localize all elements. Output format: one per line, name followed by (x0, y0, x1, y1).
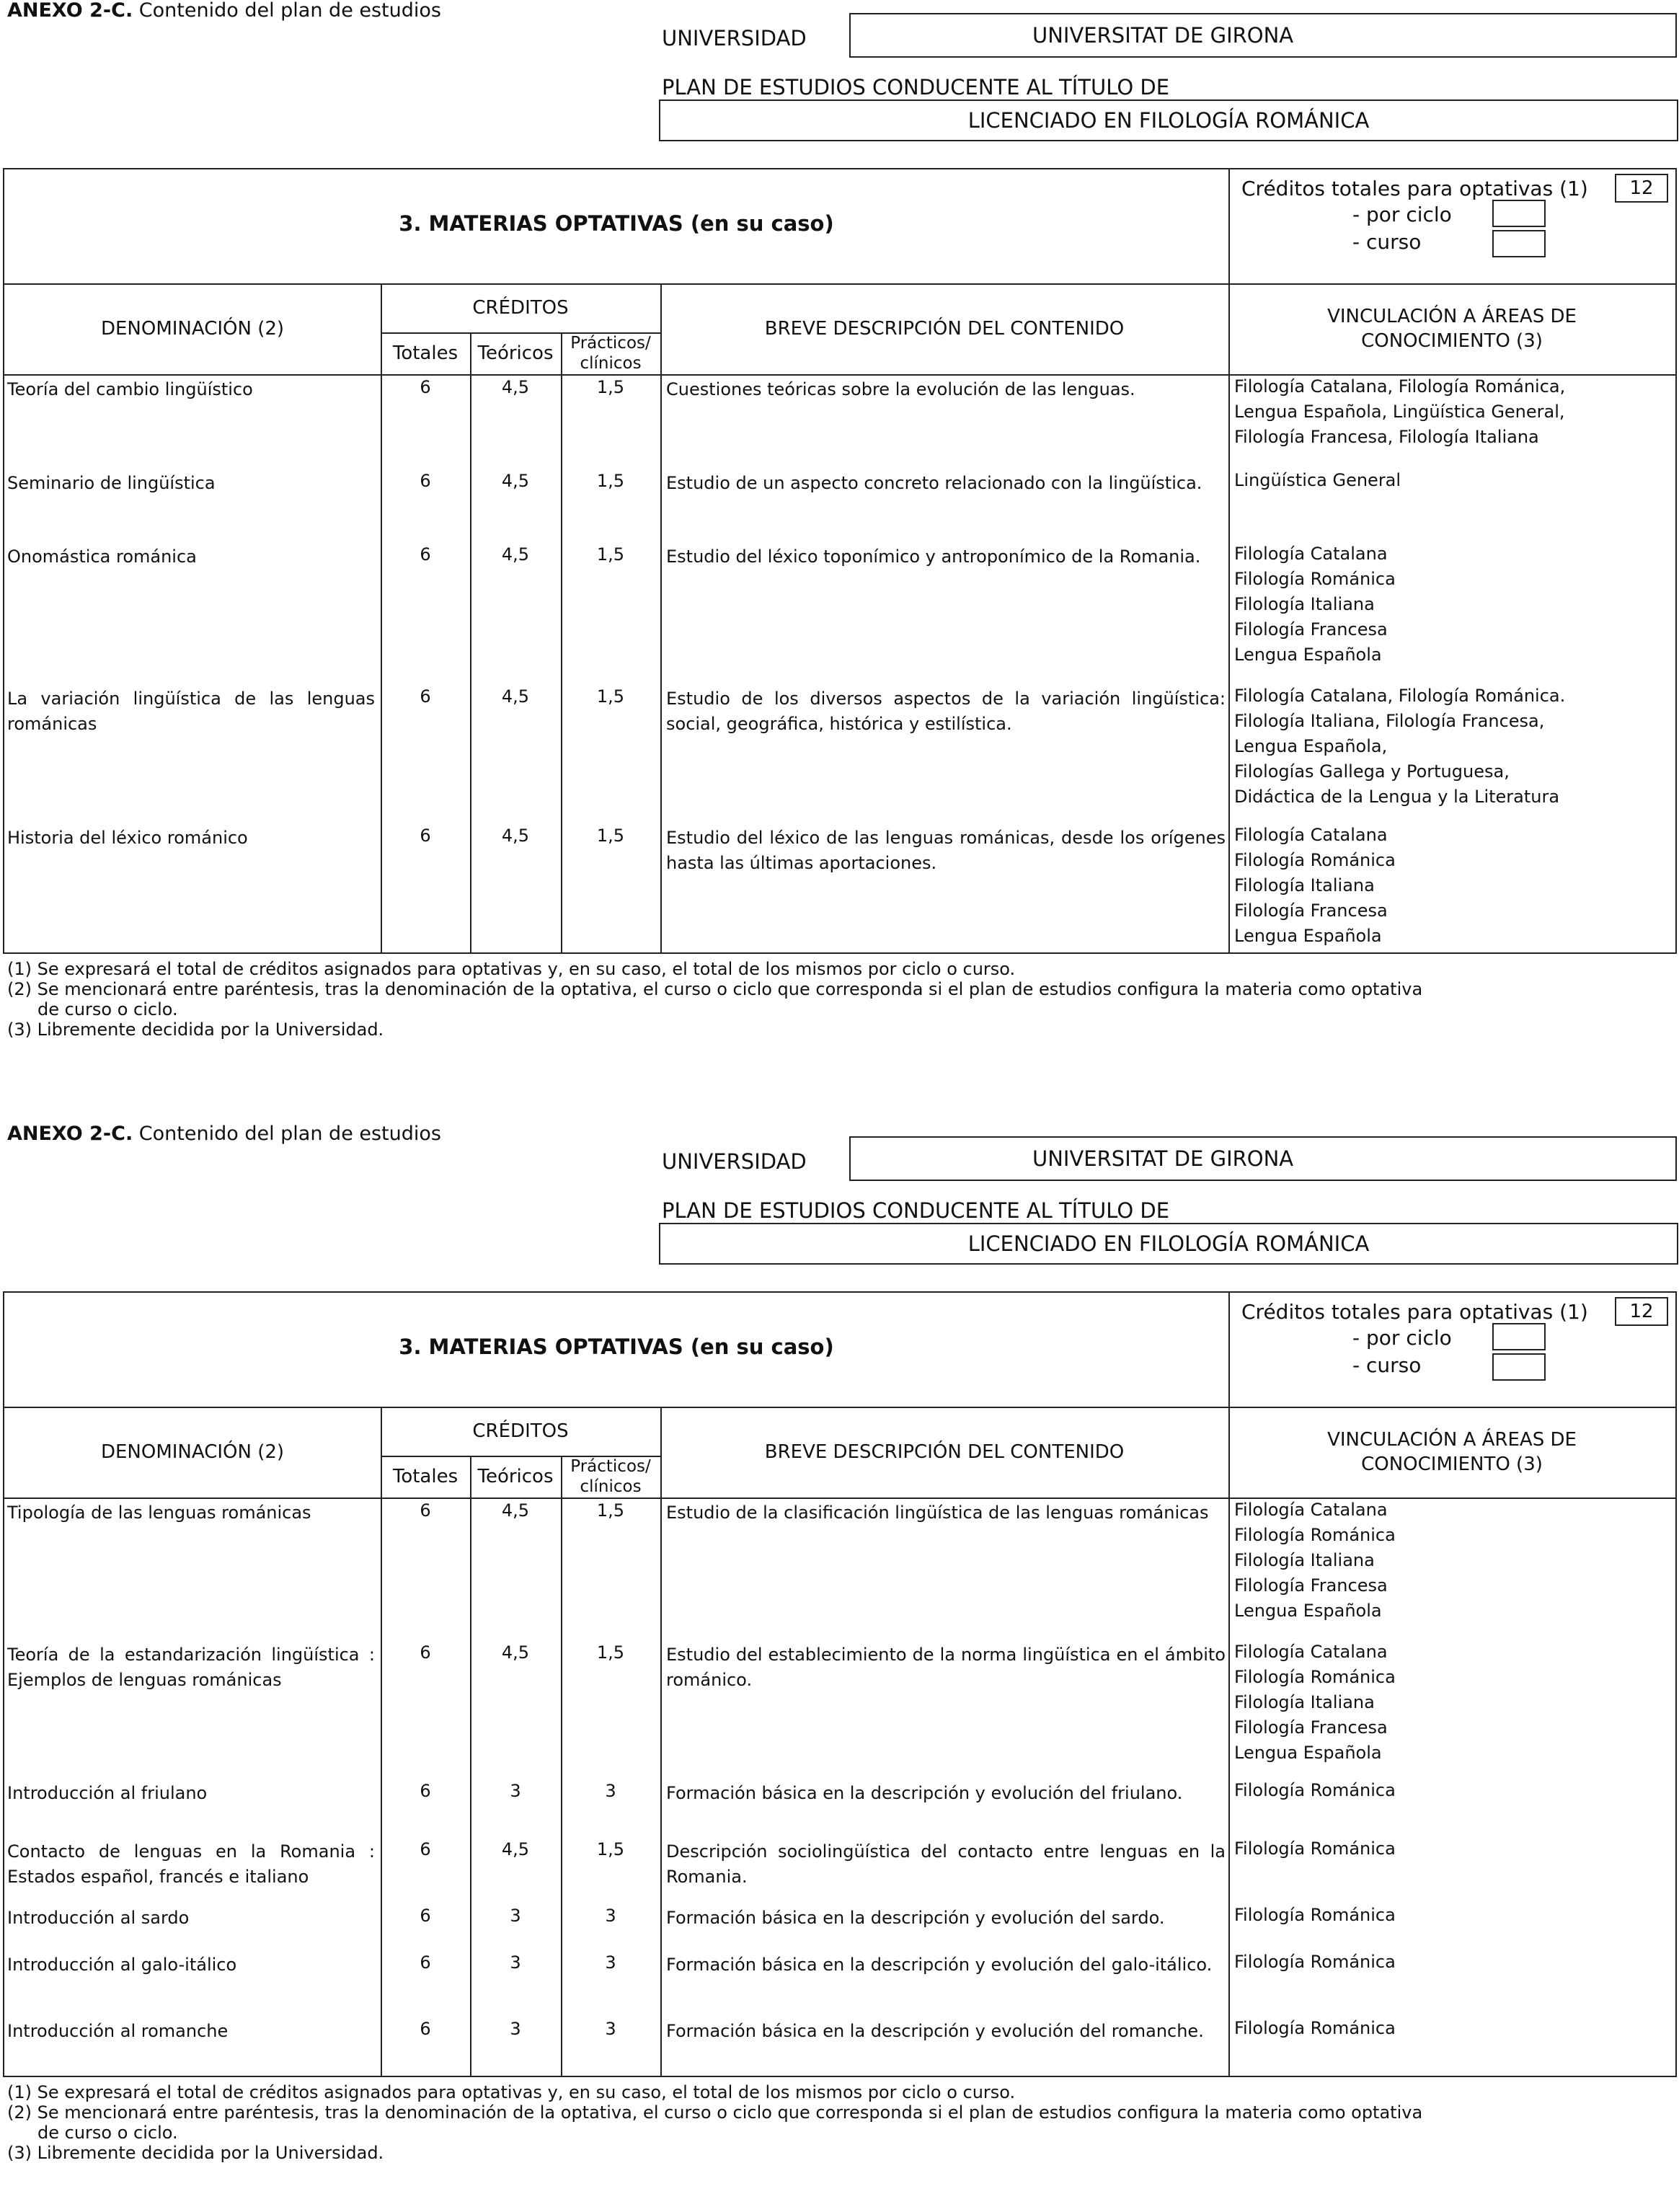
teoricos-value: 3 (510, 2019, 521, 2039)
area-item: Filología Románica (1234, 1905, 1396, 1925)
annex-subtitle: Contenido del plan de estudios (133, 1123, 441, 1145)
materia-name: Teoría del cambio lingüístico (7, 379, 253, 399)
totales-value: 6 (420, 1906, 431, 1926)
practicos-value: 1,5 (596, 471, 625, 491)
teoricos-value: 3 (510, 1952, 521, 1973)
column-divider (561, 332, 562, 952)
area-item: Filología Románica (1234, 850, 1396, 870)
practicos-value: 3 (605, 1906, 616, 1926)
area-item: Filología Catalana (1234, 1500, 1388, 1520)
teoricos-header: Teóricos (477, 342, 554, 364)
footnote: de curso o ciclo. (37, 999, 178, 1019)
teoricos-value: 4,5 (501, 377, 530, 397)
area-item: Didáctica de la Lengua y la Literatura (1234, 787, 1560, 807)
creditos-header: CRÉDITOS (472, 297, 569, 319)
optativas-table (3, 168, 1677, 954)
area-item: Filología Románica (1234, 2018, 1396, 2038)
column-divider (660, 283, 662, 952)
totales-header: Totales (392, 342, 458, 364)
footnote: (2) Se mencionará entre paréntesis, tras la denominación de la optativa, el curso o ciclo que corresponda si el plan de estudios configura la materia como optativa (7, 979, 1423, 999)
teoricos-value: 3 (510, 1781, 521, 1801)
teoricos-value: 4,5 (501, 471, 530, 491)
annex-subtitle: Contenido del plan de estudios (133, 0, 441, 22)
column-divider (470, 1456, 471, 2076)
areas-list (1234, 1950, 1673, 1975)
area-item: Lengua Española (1234, 645, 1382, 665)
areas-list (1234, 683, 1673, 810)
areas-list (1234, 1836, 1673, 1862)
practicos-value: 1,5 (596, 1500, 625, 1521)
area-item: Filología Francesa (1234, 901, 1388, 921)
annex-page-block (0, 0, 1679, 1089)
totales-header: Totales (392, 1466, 458, 1487)
areas-list (1234, 1778, 1673, 1803)
footnote: (1) Se expresará el total de créditos asignados para optativas y, en su caso, el total de los mismos por ciclo o curso. (7, 959, 1016, 979)
area-item: Filología Catalana (1234, 1642, 1388, 1662)
materia-name: Onomástica románica (7, 547, 197, 567)
universidad-field (849, 13, 1677, 58)
practicos-header: Prácticos/ clínicos (570, 334, 651, 373)
annex-heading (7, 1123, 441, 1145)
por-ciclo-label: - por ciclo (1352, 1326, 1452, 1350)
area-item: Filología Italiana, Filología Francesa, (1234, 711, 1545, 731)
materia-name: La variación lingüística de las lenguas románicas (7, 689, 375, 734)
area-item: Filología Catalana, Filología Románica, (1234, 376, 1566, 397)
titulo-field: LICENCIADO EN FILOLOGÍA ROMÁNICA (659, 1223, 1678, 1265)
annex-page-block (0, 1123, 1679, 2212)
universidad-label: UNIVERSIDAD (662, 1149, 807, 1174)
materia-description: Formación básica en la descripción y evolución del sardo. (666, 1908, 1165, 1928)
totales-value: 6 (420, 826, 431, 846)
area-item: Filología Románica (1234, 1667, 1396, 1687)
area-item: Filología Románica (1234, 1525, 1396, 1545)
materia-name: Seminario de lingüística (7, 473, 216, 493)
area-item: Filología Italiana (1234, 875, 1375, 895)
area-item: Filología Francesa (1234, 1717, 1388, 1738)
materia-description: Estudio del establecimiento de la norma lingüística en el ámbito románico. (666, 1645, 1226, 1690)
descripcion-header: BREVE DESCRIPCIÓN DEL CONTENIDO (764, 1441, 1125, 1463)
totales-value: 6 (420, 377, 431, 397)
section-title: 3. MATERIAS OPTATIVAS (en su caso) (399, 1335, 834, 1359)
footnote: (1) Se expresará el total de créditos asignados para optativas y, en su caso, el total de los mismos por ciclo o curso. (7, 2082, 1016, 2102)
area-item: Filología Románica (1234, 569, 1396, 589)
materia-description: Estudio del léxico de las lenguas románicas, desde los orígenes hasta las últimas aportaciones. (666, 828, 1226, 873)
practicos-value: 3 (605, 1781, 616, 1801)
materia-description: Formación básica en la descripción y evolución del romanche. (666, 2021, 1204, 2041)
annex-number: ANEXO 2-C. (7, 1123, 133, 1145)
area-item: Filología Románica (1234, 1952, 1396, 1972)
totales-value: 6 (420, 1839, 431, 1859)
materia-description: Estudio del léxico toponímico y antroponímico de la Romania. (666, 547, 1201, 567)
teoricos-value: 4,5 (501, 544, 530, 565)
teoricos-value: 4,5 (501, 686, 530, 707)
materia-description: Formación básica en la descripción y evolución del galo-itálico. (666, 1955, 1213, 1975)
area-item: Filología Francesa (1234, 619, 1388, 640)
practicos-value: 1,5 (596, 826, 625, 846)
practicos-value: 3 (605, 2019, 616, 2039)
denominacion-header: DENOMINACIÓN (2) (100, 1441, 285, 1463)
footnotes (7, 2082, 1422, 2163)
titulo-field: LICENCIADO EN FILOLOGÍA ROMÁNICA (659, 99, 1678, 141)
areas-list (1234, 823, 1673, 949)
area-item: Filología Francesa, Filología Italiana (1234, 427, 1539, 447)
practicos-header: Prácticos/ clínicos (570, 1457, 651, 1496)
denominacion-header: DENOMINACIÓN (2) (100, 318, 285, 340)
practicos-value: 1,5 (596, 377, 625, 397)
descripcion-header: BREVE DESCRIPCIÓN DEL CONTENIDO (764, 318, 1125, 340)
por-ciclo-label: - por ciclo (1352, 203, 1452, 226)
curso-box (1492, 1353, 1546, 1381)
areas-list (1234, 1497, 1673, 1624)
materia-name: Contacto de lenguas en la Romania : Estados español, francés e italiano (7, 1841, 375, 1887)
totales-value: 6 (420, 2019, 431, 2039)
area-item: Lengua Española (1234, 926, 1382, 946)
area-item: Filología Románica (1234, 1839, 1396, 1859)
creditos-totales-label: Créditos totales para optativas (1) (1241, 177, 1588, 200)
practicos-value: 3 (605, 1952, 616, 1973)
areas-list (1234, 468, 1673, 493)
teoricos-value: 4,5 (501, 1642, 530, 1663)
totales-value: 6 (420, 1500, 431, 1521)
materia-name: Introducción al friulano (7, 1783, 208, 1803)
teoricos-value: 4,5 (501, 1500, 530, 1521)
plan-label: PLAN DE ESTUDIOS CONDUCENTE AL TÍTULO DE (662, 75, 1170, 99)
totales-value: 6 (420, 544, 431, 565)
teoricos-value: 3 (510, 1906, 521, 1926)
curso-label: - curso (1352, 230, 1422, 254)
practicos-value: 1,5 (596, 1839, 625, 1859)
universidad-label: UNIVERSIDAD (662, 26, 807, 50)
materia-name: Introducción al sardo (7, 1908, 190, 1928)
footnote: (3) Libremente decidida por la Universidad. (7, 1019, 384, 1040)
materia-description: Formación básica en la descripción y evolución del friulano. (666, 1783, 1183, 1803)
areas-list (1234, 1903, 1673, 1928)
materia-description: Descripción sociolingüística del contacto entre lenguas en la Romania. (666, 1841, 1226, 1887)
teoricos-header: Teóricos (477, 1466, 554, 1487)
area-item: Lengua Española, (1234, 736, 1388, 756)
area-item: Filología Románica (1234, 1780, 1396, 1800)
area-item: Filologías Gallega y Portuguesa, (1234, 761, 1510, 782)
column-divider (470, 332, 471, 952)
column-divider (660, 1407, 662, 2076)
universidad-field (849, 1136, 1677, 1181)
practicos-value: 1,5 (596, 1642, 625, 1663)
curso-label: - curso (1352, 1353, 1422, 1377)
por-ciclo-box (1492, 200, 1546, 227)
area-item: Filología Catalana (1234, 544, 1388, 564)
annex-number: ANEXO 2-C. (7, 0, 133, 22)
materia-name: Historia del léxico románico (7, 828, 248, 848)
totales-value: 6 (420, 471, 431, 491)
totales-value: 6 (420, 1952, 431, 1973)
teoricos-value: 4,5 (501, 826, 530, 846)
area-item: Filología Italiana (1234, 1692, 1375, 1712)
plan-label: PLAN DE ESTUDIOS CONDUCENTE AL TÍTULO DE (662, 1198, 1170, 1223)
materia-name: Introducción al romanche (7, 2021, 229, 2041)
creditos-totales-box: 12 (1615, 1297, 1668, 1326)
footnote: (3) Libremente decidida por la Universidad. (7, 2143, 384, 2163)
area-item: Filología Catalana, Filología Románica. (1234, 686, 1566, 706)
materia-description: Estudio de un aspecto concreto relacionado con la lingüística. (666, 473, 1202, 493)
practicos-value: 1,5 (596, 544, 625, 565)
totales-value: 6 (420, 1781, 431, 1801)
column-divider (561, 1456, 562, 2076)
areas-list (1234, 1640, 1673, 1766)
universidad-value: UNIVERSITAT DE GIRONA (1032, 1146, 1294, 1171)
totales-value: 6 (420, 686, 431, 707)
curso-box (1492, 230, 1546, 257)
footnote: (2) Se mencionará entre paréntesis, tras la denominación de la optativa, el curso o ciclo que corresponda si el plan de estudios configura la materia como optativa (7, 2102, 1423, 2123)
annex-heading (7, 0, 441, 22)
vinculacion-header: VINCULACIÓN A ÁREAS DE CONOCIMIENTO (3) (1327, 1429, 1577, 1475)
materia-description: Estudio de los diversos aspectos de la variación lingüística: social, geográfica, histórica y estilística. (666, 689, 1226, 734)
por-ciclo-box (1492, 1323, 1546, 1350)
materia-name: Introducción al galo-itálico (7, 1955, 237, 1975)
area-item: Filología Catalana (1234, 825, 1388, 845)
materia-name: Tipología de las lenguas románicas (7, 1503, 311, 1523)
area-item: Lingüística General (1234, 470, 1401, 490)
optativas-table (3, 1291, 1677, 2077)
area-item: Filología Italiana (1234, 1550, 1375, 1570)
area-item: Filología Italiana (1234, 594, 1375, 614)
footnote: de curso o ciclo. (37, 2123, 178, 2143)
area-item: Lengua Española, Lingüística General, (1234, 402, 1565, 422)
practicos-value: 1,5 (596, 686, 625, 707)
area-item: Lengua Española (1234, 1601, 1382, 1621)
totales-value: 6 (420, 1642, 431, 1663)
materia-description: Cuestiones teóricas sobre la evolución de las lenguas. (666, 379, 1135, 399)
creditos-header: CRÉDITOS (472, 1420, 569, 1442)
creditos-totales-box: 12 (1615, 174, 1668, 203)
materia-name: Teoría de la estandarización lingüística : Ejemplos de lenguas románicas (7, 1645, 375, 1690)
universidad-value: UNIVERSITAT DE GIRONA (1032, 23, 1294, 48)
creditos-totales-label: Créditos totales para optativas (1) (1241, 1300, 1588, 1324)
areas-list (1234, 541, 1673, 668)
vinculacion-header: VINCULACIÓN A ÁREAS DE CONOCIMIENTO (3) (1327, 306, 1577, 352)
teoricos-value: 4,5 (501, 1839, 530, 1859)
areas-list (1234, 374, 1673, 450)
section-title: 3. MATERIAS OPTATIVAS (en su caso) (399, 211, 834, 236)
areas-list (1234, 2016, 1673, 2041)
area-item: Filología Francesa (1234, 1575, 1388, 1596)
area-item: Lengua Española (1234, 1743, 1382, 1763)
materia-description: Estudio de la clasificación lingüística de las lenguas románicas (666, 1503, 1209, 1523)
footnotes (7, 959, 1422, 1040)
